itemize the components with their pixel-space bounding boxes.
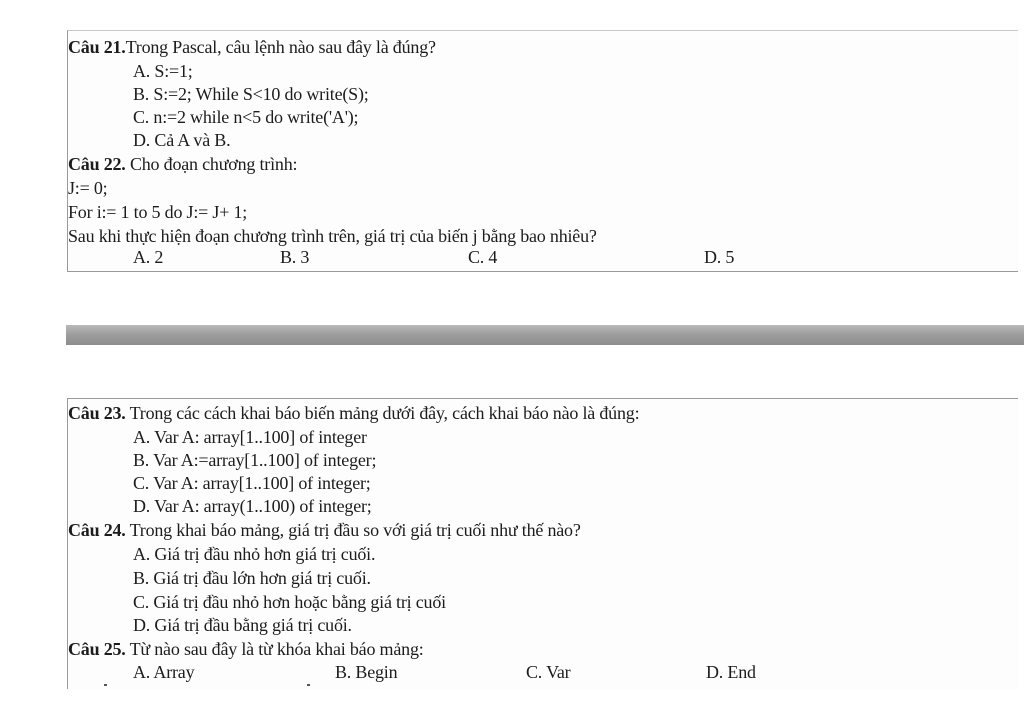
q25-label: Câu 25. [68, 639, 126, 659]
q21-text: Trong Pascal, câu lệnh nào sau đây là đúng? [125, 37, 436, 57]
q21-label: Câu 21. [68, 37, 126, 57]
q23-option-a: A. Var A: array[1..100] of integer [133, 427, 367, 447]
q24-option-d: D. Giá trị đầu bằng giá trị cuối. [133, 615, 352, 635]
q23-label: Câu 23. [68, 403, 126, 423]
q25-option-a: A. Array [133, 662, 195, 682]
q21-stem [68, 36, 436, 58]
q23-option-c: C. Var A: array[1..100] of integer; [133, 473, 371, 493]
q25-option-b: B. Begin [335, 662, 398, 682]
q24-label: Câu 24. [68, 520, 126, 540]
q22-question: Sau khi thực hiện đoạn chương trình trên, giá trị của biến j bằng bao nhiêu? [68, 226, 597, 246]
q22-text: Cho đoạn chương trình: [129, 154, 298, 174]
q23-stem [68, 402, 639, 424]
q23-text: Trong các cách khai báo biến mảng dưới đây, cách khai báo nào là đúng: [129, 403, 640, 423]
page-divider-bar [66, 325, 1024, 345]
q24-stem [68, 519, 581, 541]
q24-option-c: C. Giá trị đầu nhỏ hơn hoặc bằng giá trị cuối [133, 592, 446, 612]
q25-option-d: D. End [706, 662, 756, 682]
q25-stem [68, 638, 424, 660]
q21-option-d: D. Cả A và B. [133, 130, 231, 150]
q22-stem [68, 153, 297, 175]
stray-mark [307, 684, 310, 686]
q24-text: Trong khai báo mảng, giá trị đầu so với giá trị cuối như thế nào? [129, 520, 581, 540]
q24-option-a: A. Giá trị đầu nhỏ hơn giá trị cuối. [133, 544, 376, 564]
q22-option-b: B. 3 [280, 247, 310, 267]
stray-mark [104, 684, 107, 686]
q24-option-b: B. Giá trị đầu lớn hơn giá trị cuối. [133, 568, 371, 588]
q22-code-line-2: For i:= 1 to 5 do J:= J+ 1; [68, 202, 248, 222]
q25-option-c: C. Var [526, 662, 571, 682]
q22-label: Câu 22. [68, 154, 126, 174]
q23-option-b: B. Var A:=array[1..100] of integer; [133, 450, 377, 470]
q22-code-line-1: J:= 0; [68, 178, 108, 198]
q22-option-c: C. 4 [468, 247, 498, 267]
q21-option-b: B. S:=2; While S<10 do write(S); [133, 84, 369, 104]
q25-text: Từ nào sau đây là từ khóa khai báo mảng: [129, 639, 424, 659]
q22-option-a: A. 2 [133, 247, 164, 267]
q21-option-c: C. n:=2 while n<5 do write('A'); [133, 107, 359, 127]
q21-option-a: A. S:=1; [133, 61, 193, 81]
q23-option-d: D. Var A: array(1..100) of integer; [133, 496, 372, 516]
q22-option-d: D. 5 [704, 247, 735, 267]
